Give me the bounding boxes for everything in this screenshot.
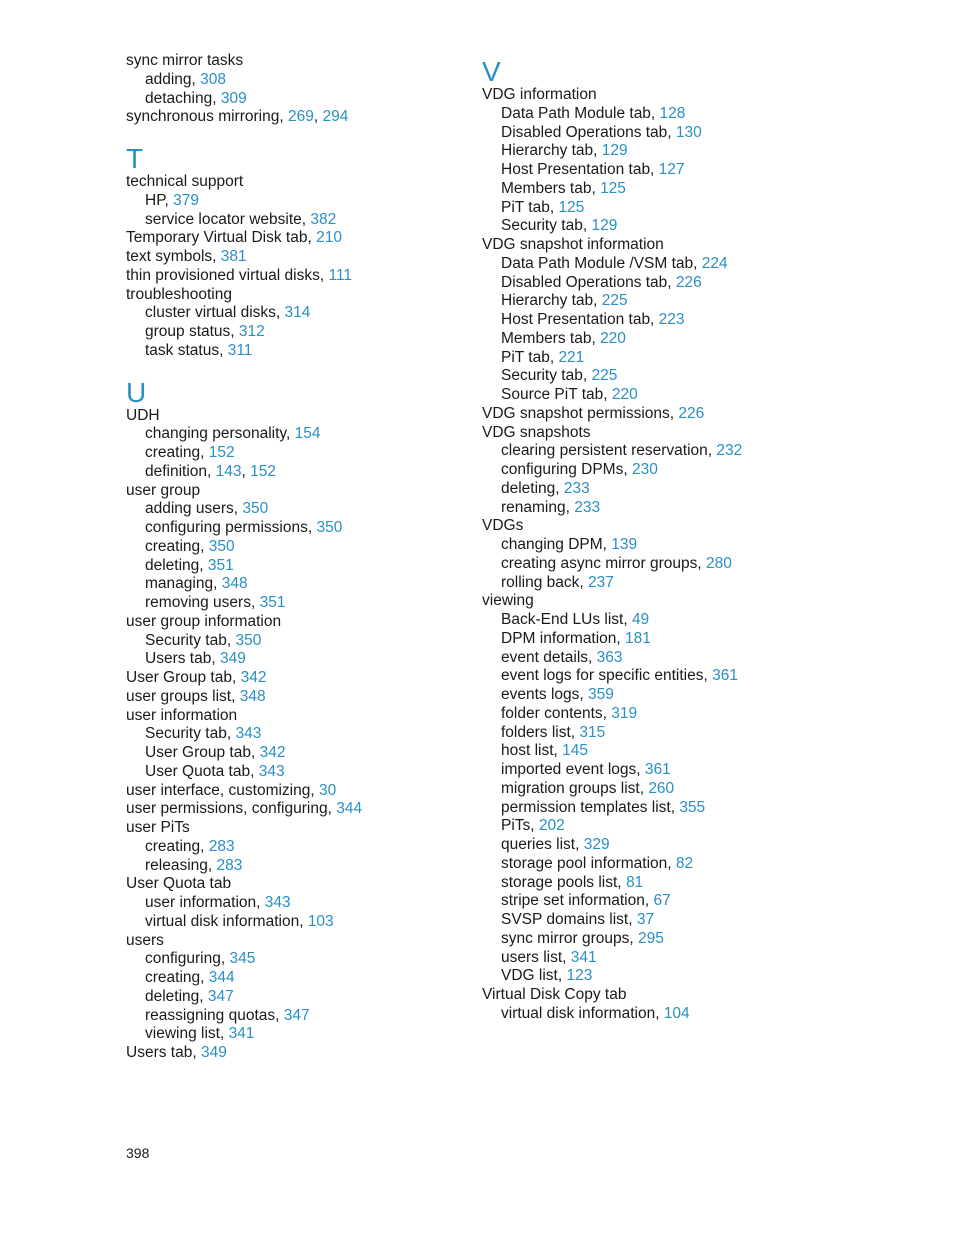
index-subentry xyxy=(126,500,456,519)
entry-term: Data Path Module /VSM tab, xyxy=(501,254,702,272)
entry-term: cluster virtual disks, xyxy=(145,304,285,322)
page-link[interactable]: 348 xyxy=(221,575,248,593)
entry-term: group status, xyxy=(145,323,239,340)
entry-term: VDG snapshot information xyxy=(482,236,664,253)
entry-term: Members tab, xyxy=(501,329,601,347)
entry-term: user PiTs xyxy=(126,819,190,836)
entry-term: host list, xyxy=(501,742,563,760)
page-link[interactable]: 125 xyxy=(600,179,626,197)
entry-term: Security tab, xyxy=(145,725,236,743)
page-link[interactable]: 343 xyxy=(258,762,285,780)
entry-term: text symbols, xyxy=(126,248,221,265)
index-subentry xyxy=(126,894,456,913)
page-link[interactable]: 348 xyxy=(239,687,266,705)
entry-term: changing personality, xyxy=(145,425,295,443)
page-link[interactable]: 81 xyxy=(625,873,644,891)
entry-term: releasing, xyxy=(145,856,217,874)
index-subentry xyxy=(482,574,812,593)
entry-term: creating, xyxy=(145,537,209,555)
page-link[interactable]: 49 xyxy=(631,611,650,628)
entry-term: PiT tab, xyxy=(501,348,559,366)
page-link[interactable]: 382 xyxy=(310,210,337,228)
index-subentry xyxy=(482,555,812,574)
index-subentry xyxy=(126,594,456,613)
page-link[interactable]: 350 xyxy=(235,631,262,649)
entry-term: VDG list, xyxy=(501,967,567,985)
page-link[interactable]: 381 xyxy=(220,248,247,265)
index-entry xyxy=(482,592,812,611)
index-entry xyxy=(126,669,456,688)
entry-term: migration groups list, xyxy=(501,779,649,797)
index-subentry xyxy=(482,930,812,949)
page-link[interactable]: 111 xyxy=(328,266,353,284)
index-subentry xyxy=(482,142,812,161)
index-subentry xyxy=(482,949,812,968)
index-subentry xyxy=(126,425,456,444)
index-subentry xyxy=(482,911,812,930)
entry-term: User Quota tab, xyxy=(145,762,259,780)
entry-term: reassigning quotas, xyxy=(145,1006,284,1024)
page-link[interactable]: 220 xyxy=(600,329,626,347)
index-subentry xyxy=(482,461,812,480)
index-entry xyxy=(126,932,456,951)
page-link[interactable]: 223 xyxy=(658,311,685,328)
index-subentry xyxy=(482,855,812,874)
entry-term: VDG snapshots xyxy=(482,423,591,441)
index-subentry xyxy=(482,480,812,499)
index-entry xyxy=(126,407,456,426)
index-entry xyxy=(126,875,456,894)
page-link[interactable]: 283 xyxy=(208,837,235,855)
page-link[interactable]: 312 xyxy=(238,323,265,340)
index-subentry xyxy=(482,367,812,386)
entry-term: UDH xyxy=(126,406,160,424)
page-link[interactable]: 152 xyxy=(208,444,235,461)
page-link[interactable]: 344 xyxy=(208,969,235,986)
entry-term: storage pools list, xyxy=(501,873,626,891)
page-link[interactable]: 269 xyxy=(287,108,314,126)
page-link[interactable]: 104 xyxy=(663,1004,690,1022)
entry-term: viewing list, xyxy=(145,1025,229,1043)
page-link[interactable]: 295 xyxy=(637,929,664,947)
entry-term: synchronous mirroring, xyxy=(126,108,288,126)
entry-term: sync mirror groups, xyxy=(501,929,638,947)
entry-term: Data Path Module tab, xyxy=(501,104,660,122)
entry-term: Members tab, xyxy=(501,179,601,197)
index-subentry xyxy=(126,463,456,482)
entry-term: Security tab, xyxy=(501,367,592,385)
page-link[interactable]: 350 xyxy=(242,500,269,518)
index-entry xyxy=(126,707,456,726)
entry-term: creating, xyxy=(145,969,209,986)
entry-term: event details, xyxy=(501,648,597,666)
entry-term: detaching, xyxy=(145,89,221,107)
entry-term: service locator website, xyxy=(145,210,311,228)
index-subentry xyxy=(482,349,812,368)
index-subentry xyxy=(126,857,456,876)
entry-term: stripe set information, xyxy=(501,892,654,910)
entry-term: changing DPM, xyxy=(501,536,612,553)
index-subentry xyxy=(126,632,456,651)
index-entry xyxy=(126,248,456,267)
index-entry xyxy=(126,613,456,632)
index-subentry xyxy=(482,180,812,199)
index-entry xyxy=(482,986,812,1005)
entry-term: Users tab, xyxy=(145,650,220,668)
page-link[interactable]: 347 xyxy=(283,1006,310,1024)
index-subentry xyxy=(126,969,456,988)
entry-term: viewing xyxy=(482,592,534,610)
index-subentry xyxy=(482,330,812,349)
entry-term: user interface, customizing, xyxy=(126,781,319,799)
index-subentry xyxy=(126,913,456,932)
index-subentry xyxy=(482,817,812,836)
index-entry xyxy=(482,424,812,443)
index-subentry xyxy=(126,519,456,538)
page-link[interactable]: 309 xyxy=(220,89,247,107)
index-subentry xyxy=(482,686,812,705)
page-link[interactable]: 225 xyxy=(601,292,628,310)
page-link[interactable]: 294 xyxy=(322,108,349,126)
page-link[interactable]: 349 xyxy=(200,1044,227,1061)
entry-term: Temporary Virtual Disk tab, xyxy=(126,229,317,247)
entry-term: Source PiT tab, xyxy=(501,386,612,403)
entry-term: sync mirror tasks xyxy=(126,52,244,69)
page-link[interactable]: 355 xyxy=(679,798,706,816)
entry-term: creating, xyxy=(145,837,209,855)
entry-term: queries list, xyxy=(501,836,584,853)
entry-term: users xyxy=(126,931,164,949)
page-link[interactable]: 329 xyxy=(583,836,610,853)
page-link[interactable]: 139 xyxy=(611,536,638,553)
index-column-right xyxy=(482,52,812,1024)
index-subentry xyxy=(482,217,812,236)
index-entry xyxy=(126,267,456,286)
entry-term: user permissions, configuring, xyxy=(126,800,337,818)
index-subentry xyxy=(126,342,456,361)
entry-term: Security tab, xyxy=(145,631,236,649)
page-link[interactable]: 233 xyxy=(563,479,590,497)
section-letter: V xyxy=(482,56,501,87)
entry-term: Disabled Operations tab, xyxy=(501,273,676,291)
entry-term: Virtual Disk Copy tab xyxy=(482,986,627,1003)
entry-term: configuring permissions, xyxy=(145,519,317,536)
entry-term: deleting, xyxy=(145,556,208,574)
index-subentry xyxy=(126,538,456,557)
entry-term: configuring DPMs, xyxy=(501,461,632,478)
page-link[interactable]: 232 xyxy=(716,442,743,460)
page-link[interactable]: 129 xyxy=(591,217,618,235)
page-link[interactable]: 220 xyxy=(611,386,638,403)
page-link[interactable]: 152 xyxy=(250,462,277,480)
entry-term: Back-End LUs list, xyxy=(501,611,632,628)
index-subentry xyxy=(482,780,812,799)
index-subentry xyxy=(126,557,456,576)
page-link[interactable]: 225 xyxy=(591,367,618,385)
index-entry xyxy=(126,52,456,71)
entry-term: virtual disk information, xyxy=(145,912,308,930)
index-subentry xyxy=(482,292,812,311)
page-link[interactable]: 379 xyxy=(173,191,200,209)
index-subentry xyxy=(126,323,456,342)
index-subentry xyxy=(126,1025,456,1044)
page-link[interactable]: 226 xyxy=(678,404,705,422)
page-link[interactable]: 280 xyxy=(706,554,732,572)
entry-term: User Quota tab xyxy=(126,875,232,893)
page-link[interactable]: 67 xyxy=(653,892,671,910)
entry-term: events logs, xyxy=(501,686,589,703)
page-link[interactable]: 344 xyxy=(336,800,363,818)
entry-term: rolling back, xyxy=(501,573,589,591)
index-entry xyxy=(126,819,456,838)
entry-term: User Group tab, xyxy=(145,744,260,761)
page-link[interactable]: 143 xyxy=(215,462,242,480)
index-subentry xyxy=(126,71,456,90)
entry-term: Host Presentation tab, xyxy=(501,311,659,328)
page-link[interactable]: 363 xyxy=(596,648,623,666)
page-link[interactable]: 230 xyxy=(631,461,658,478)
index-subentry xyxy=(126,744,456,763)
index-subentry xyxy=(126,650,456,669)
page-link[interactable]: 345 xyxy=(229,950,256,968)
index-entry xyxy=(482,405,812,424)
index-subentry xyxy=(126,988,456,1007)
page-link[interactable]: 221 xyxy=(558,348,585,366)
index-entry xyxy=(482,236,812,255)
index-subentry xyxy=(482,705,812,724)
index-subentry xyxy=(482,274,812,293)
page-link[interactable]: 127 xyxy=(658,161,685,178)
entry-term: deleting, xyxy=(501,479,564,497)
index-subentry xyxy=(482,724,812,743)
page-link[interactable]: 154 xyxy=(294,425,321,443)
entry-term: PiTs, xyxy=(501,817,539,835)
page-link[interactable]: 350 xyxy=(208,537,235,555)
page-link[interactable]: 130 xyxy=(675,123,702,141)
page-link[interactable]: 315 xyxy=(579,723,606,741)
entry-term: folder contents, xyxy=(501,704,612,722)
entry-term: troubleshooting xyxy=(126,285,232,303)
entry-term: technical support xyxy=(126,173,244,190)
entry-term: event logs for specific entities, xyxy=(501,667,713,685)
index-subentry xyxy=(126,1007,456,1026)
page-link[interactable]: 283 xyxy=(216,856,243,874)
entry-term: user information, xyxy=(145,894,265,911)
page-link[interactable]: 224 xyxy=(701,254,728,272)
page-link[interactable]: 351 xyxy=(259,594,286,611)
index-entry xyxy=(126,173,456,192)
entry-term: Security tab, xyxy=(501,217,592,235)
entry-term: Disabled Operations tab, xyxy=(501,123,676,141)
index-entry xyxy=(126,482,456,501)
index-entry xyxy=(482,517,812,536)
index-subentry xyxy=(482,761,812,780)
entry-term: adding users, xyxy=(145,500,243,518)
page-link[interactable]: 341 xyxy=(570,948,597,966)
entry-term: Users tab, xyxy=(126,1044,201,1061)
page-link[interactable]: 128 xyxy=(659,104,686,122)
page-link[interactable]: 347 xyxy=(207,987,234,1005)
page-separator: , xyxy=(313,108,323,126)
index-subentry xyxy=(482,442,812,461)
entry-term: virtual disk information, xyxy=(501,1004,664,1022)
section-letter: U xyxy=(126,376,147,408)
entry-term: user information xyxy=(126,706,238,724)
entry-term: deleting, xyxy=(145,987,208,1005)
index-entry xyxy=(126,800,456,819)
page-number: 398 xyxy=(126,1145,150,1161)
entry-term: user group information xyxy=(126,612,282,630)
index-entry xyxy=(126,688,456,707)
index-entry xyxy=(126,1044,456,1063)
index-subentry xyxy=(126,304,456,323)
entry-term: managing, xyxy=(145,575,222,593)
entry-term: User Group tab, xyxy=(126,669,241,686)
index-subentry xyxy=(482,667,812,686)
index-subentry xyxy=(482,874,812,893)
page-link[interactable]: 125 xyxy=(558,198,585,216)
page-link[interactable]: 181 xyxy=(625,629,651,647)
index-subentry xyxy=(126,192,456,211)
index-subentry xyxy=(482,611,812,630)
index-subentry xyxy=(482,967,812,986)
index-subentry xyxy=(482,799,812,818)
index-entry xyxy=(126,108,456,127)
entry-term: permission templates list, xyxy=(501,798,680,816)
index-subentry xyxy=(482,836,812,855)
entry-term: clearing persistent reservation, xyxy=(501,442,717,460)
page-link[interactable]: 103 xyxy=(307,912,334,930)
entry-term: storage pool information, xyxy=(501,854,676,872)
index-subentry xyxy=(482,386,812,405)
entry-term: user group xyxy=(126,481,201,499)
page-link[interactable]: 359 xyxy=(588,686,614,703)
entry-term: folders list, xyxy=(501,723,580,741)
page-link[interactable]: 202 xyxy=(538,817,565,835)
entry-term: definition, xyxy=(145,462,216,480)
entry-term: thin provisioned virtual disks, xyxy=(126,266,329,284)
page-link[interactable]: 123 xyxy=(566,967,593,985)
page-link[interactable]: 82 xyxy=(675,854,694,872)
page-link[interactable]: 210 xyxy=(316,229,342,247)
page-separator: , xyxy=(241,462,251,480)
entry-term: creating, xyxy=(145,444,209,461)
index-subentry xyxy=(126,950,456,969)
page-link[interactable]: 343 xyxy=(264,894,291,911)
entry-term: adding, xyxy=(145,70,201,88)
entry-term: imported event logs, xyxy=(501,761,645,778)
entry-term: VDGs xyxy=(482,517,524,535)
index-subentry xyxy=(482,499,812,518)
index-entry xyxy=(482,86,812,105)
entry-term: VDG snapshot permissions, xyxy=(482,404,679,422)
page-link[interactable]: 349 xyxy=(219,650,246,668)
page-link[interactable]: 145 xyxy=(562,742,589,760)
entry-term: PiT tab, xyxy=(501,198,559,216)
index-column-left xyxy=(126,52,456,1063)
entry-term: DPM information, xyxy=(501,629,626,647)
entry-term: Hierarchy tab, xyxy=(501,142,602,160)
page-link[interactable]: 129 xyxy=(601,142,628,160)
entry-term: Host Presentation tab, xyxy=(501,161,659,178)
section-letter: T xyxy=(126,143,144,174)
index-subentry xyxy=(126,211,456,230)
entry-term: removing users, xyxy=(145,594,260,611)
page-link[interactable]: 226 xyxy=(675,273,702,291)
entry-term: creating async mirror groups, xyxy=(501,554,707,572)
page-link[interactable]: 361 xyxy=(644,761,671,778)
entry-term: Hierarchy tab, xyxy=(501,292,602,310)
index-subentry xyxy=(482,161,812,180)
index-subentry xyxy=(482,536,812,555)
index-subentry xyxy=(482,105,812,124)
entry-term: renaming, xyxy=(501,498,575,516)
index-subentry xyxy=(482,742,812,761)
index-subentry xyxy=(482,255,812,274)
index-subentry xyxy=(126,575,456,594)
page-link[interactable]: 37 xyxy=(636,911,655,928)
page-link[interactable]: 237 xyxy=(588,573,614,591)
page-link[interactable]: 341 xyxy=(228,1025,255,1043)
entry-term: VDG information xyxy=(482,86,597,103)
index-entry xyxy=(126,286,456,305)
index-entry xyxy=(126,229,456,248)
index-subentry xyxy=(482,892,812,911)
index-subentry xyxy=(126,838,456,857)
page-link[interactable]: 319 xyxy=(611,704,638,722)
entry-term: SVSP domains list, xyxy=(501,911,637,928)
index-subentry xyxy=(482,124,812,143)
index-subentry xyxy=(482,630,812,649)
index-subentry xyxy=(482,1005,812,1024)
index-subentry xyxy=(126,763,456,782)
index-subentry xyxy=(126,444,456,463)
page-link[interactable]: 314 xyxy=(284,304,311,322)
index-subentry xyxy=(482,199,812,218)
page-link[interactable]: 361 xyxy=(712,667,738,685)
entry-term: configuring, xyxy=(145,950,230,968)
entry-term: HP, xyxy=(145,191,174,209)
index-entry xyxy=(126,782,456,801)
page-link[interactable]: 350 xyxy=(316,519,343,536)
page-link[interactable]: 343 xyxy=(235,725,262,743)
page-link[interactable]: 233 xyxy=(574,498,601,516)
page-link[interactable]: 351 xyxy=(207,556,234,574)
index-subentry xyxy=(482,311,812,330)
page-link[interactable]: 342 xyxy=(259,744,286,761)
index-subentry xyxy=(126,725,456,744)
page-link[interactable]: 342 xyxy=(240,669,267,686)
entry-term: task status, xyxy=(145,341,228,359)
page-link[interactable]: 30 xyxy=(318,781,337,799)
entry-term: users list, xyxy=(501,948,571,966)
index-subentry xyxy=(126,90,456,109)
page-link[interactable]: 260 xyxy=(648,779,675,797)
index-subentry xyxy=(482,649,812,668)
page-link[interactable]: 311 xyxy=(227,341,253,359)
page-link[interactable]: 308 xyxy=(200,70,227,88)
entry-term: user groups list, xyxy=(126,687,240,705)
